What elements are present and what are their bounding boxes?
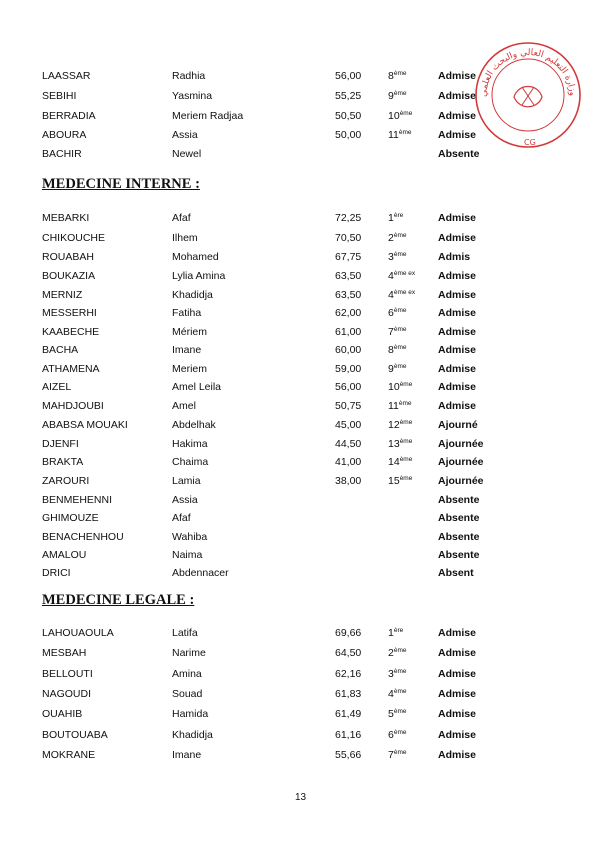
decision: Admise — [438, 110, 476, 122]
grade: 62,16 — [335, 668, 362, 680]
rank-number: 8 — [388, 70, 394, 82]
first-name: Fatiha — [172, 307, 202, 319]
decision: Admise — [438, 70, 476, 82]
rank-suffix: ème ex — [393, 289, 416, 296]
stamp-code: CG — [524, 138, 536, 147]
section-title: MEDECINE LEGALE : — [42, 592, 195, 608]
rank — [388, 90, 407, 102]
grade: 56,00 — [335, 381, 362, 393]
rank-suffix: ème ex — [393, 270, 416, 277]
page-number: 13 — [294, 792, 307, 803]
rank-number: 3 — [388, 251, 394, 263]
rank — [388, 729, 407, 741]
rank — [388, 70, 407, 82]
decision: Absente — [438, 531, 480, 543]
rank-number: 9 — [388, 363, 394, 375]
last-name: DRICI — [42, 567, 71, 579]
first-name: Wahiba — [172, 531, 208, 543]
first-name: Afaf — [172, 212, 191, 224]
first-name: Chaima — [172, 456, 209, 468]
last-name: MOKRANE — [42, 749, 96, 761]
last-name: BACHIR — [42, 148, 82, 160]
result-row — [0, 289, 601, 307]
decision: Ajournée — [438, 475, 484, 487]
decision: Admise — [438, 363, 476, 375]
result-row — [0, 400, 601, 418]
rank — [388, 475, 412, 487]
rank-number: 8 — [388, 344, 394, 356]
decision: Ajournée — [438, 456, 484, 468]
grade: 55,25 — [335, 90, 362, 102]
first-name: Lylia Amina — [172, 270, 226, 282]
rank — [388, 110, 412, 122]
decision: Admise — [438, 688, 476, 700]
decision: Admise — [438, 708, 476, 720]
decision: Ajourné — [438, 419, 478, 431]
first-name: Latifa — [172, 627, 198, 639]
rank — [388, 232, 407, 244]
last-name: ATHAMENA — [42, 363, 100, 375]
result-row — [0, 419, 601, 437]
result-row — [0, 668, 601, 686]
grade: 61,83 — [335, 688, 362, 700]
rank-suffix: ème — [399, 475, 413, 482]
last-name: BOUKAZIA — [42, 270, 96, 282]
rank-suffix: ème — [399, 456, 413, 463]
decision: Absente — [438, 148, 480, 160]
grade: 64,50 — [335, 647, 362, 659]
rank-suffix: ème — [393, 729, 407, 736]
last-name: OUAHIB — [42, 708, 83, 720]
result-row — [0, 647, 601, 665]
rank-number: 12 — [388, 419, 400, 431]
decision: Admise — [438, 212, 476, 224]
grade: 55,66 — [335, 749, 362, 761]
rank-suffix: ème — [393, 70, 407, 77]
last-name: LAHOUAOULA — [42, 627, 114, 639]
rank-suffix: ème — [393, 307, 407, 314]
result-row — [0, 627, 601, 645]
official-stamp — [472, 35, 584, 153]
rank-suffix: ème — [393, 647, 407, 654]
first-name: Hakima — [172, 438, 208, 450]
rank-suffix: ème — [398, 129, 412, 136]
grade: 56,00 — [335, 70, 362, 82]
first-name: Assia — [172, 494, 198, 506]
rank-suffix: ème — [393, 344, 407, 351]
rank-suffix: ème — [393, 90, 407, 97]
decision: Admise — [438, 729, 476, 741]
rank — [388, 688, 407, 700]
rank-suffix: ème — [393, 668, 407, 675]
decision: Admise — [438, 647, 476, 659]
rank-number: 4 — [388, 289, 394, 301]
section-title: MEDECINE INTERNE : — [42, 176, 200, 192]
first-name: Souad — [172, 688, 203, 700]
first-name: Ilhem — [172, 232, 198, 244]
rank-suffix: ème — [398, 400, 412, 407]
rank — [388, 668, 407, 680]
result-row — [0, 307, 601, 325]
grade: 38,00 — [335, 475, 362, 487]
first-name: Meriem — [172, 363, 208, 375]
rank — [388, 363, 407, 375]
first-name: Lamia — [172, 475, 201, 487]
rank — [388, 307, 407, 319]
decision: Absent — [438, 567, 474, 579]
rank-number: 3 — [388, 668, 394, 680]
rank — [388, 438, 412, 450]
rank — [388, 212, 403, 224]
last-name: LAASSAR — [42, 70, 91, 82]
result-row — [0, 344, 601, 362]
decision: Admise — [438, 326, 476, 338]
result-row — [0, 212, 601, 230]
first-name: Yasmina — [172, 90, 213, 102]
decision: Ajournée — [438, 438, 484, 450]
rank — [388, 129, 412, 141]
grade: 62,00 — [335, 307, 362, 319]
first-name: Afaf — [172, 512, 191, 524]
rank — [388, 400, 412, 412]
decision: Admise — [438, 129, 476, 141]
last-name: BENMEHENNI — [42, 494, 113, 506]
first-name: Imane — [172, 344, 202, 356]
last-name: BELLOUTI — [42, 668, 93, 680]
decision: Admise — [438, 381, 476, 393]
result-row — [0, 531, 601, 549]
first-name: Naima — [172, 549, 203, 561]
stamp-arabic-text: وزارة التعليم العالي والبحث العلمي — [478, 47, 578, 98]
rank-suffix: ème — [393, 708, 407, 715]
rank-suffix: ère — [393, 212, 404, 219]
result-row — [0, 438, 601, 456]
first-name: Narime — [172, 647, 206, 659]
first-name: Abdelhak — [172, 419, 216, 431]
grade: 63,50 — [335, 289, 362, 301]
rank-number: 4 — [388, 688, 394, 700]
decision: Admis — [438, 251, 471, 263]
last-name: KAABECHE — [42, 326, 100, 338]
last-name: MAHDJOUBI — [42, 400, 104, 412]
rank-number: 14 — [388, 456, 400, 468]
rank-suffix: ème — [399, 381, 413, 388]
grade: 61,00 — [335, 326, 362, 338]
last-name: BERRADIA — [42, 110, 96, 122]
rank-number: 7 — [388, 326, 394, 338]
grade: 41,00 — [335, 456, 362, 468]
result-row — [0, 381, 601, 399]
last-name: GHIMOUZE — [42, 512, 99, 524]
result-row — [0, 708, 601, 726]
last-name: DJENFI — [42, 438, 79, 450]
rank-suffix: ème — [399, 419, 413, 426]
grade: 61,16 — [335, 729, 362, 741]
grade: 60,00 — [335, 344, 362, 356]
first-name: Mériem — [172, 326, 208, 338]
first-name: Amel Leila — [172, 381, 222, 393]
rank — [388, 251, 407, 263]
last-name: MESBAH — [42, 647, 87, 659]
decision: Admise — [438, 289, 476, 301]
last-name: MEBARKI — [42, 212, 90, 224]
grade: 50,00 — [335, 129, 362, 141]
rank-number: 1 — [388, 627, 394, 639]
last-name: MESSERHI — [42, 307, 97, 319]
last-name: BOUTOUABA — [42, 729, 108, 741]
result-row — [0, 494, 601, 512]
grade: 59,00 — [335, 363, 362, 375]
grade: 61,49 — [335, 708, 362, 720]
first-name: Abdennacer — [172, 567, 229, 579]
last-name: SEBIHI — [42, 90, 77, 102]
result-row — [0, 270, 601, 288]
decision: Admise — [438, 344, 476, 356]
rank — [388, 344, 407, 356]
first-name: Meriem Radjaa — [172, 110, 244, 122]
first-name: Amel — [172, 400, 196, 412]
result-row — [0, 749, 601, 767]
rank — [388, 270, 415, 282]
rank — [388, 708, 407, 720]
rank-suffix: ème — [393, 363, 407, 370]
rank-number: 6 — [388, 729, 394, 741]
rank-suffix: ème — [393, 326, 407, 333]
rank — [388, 289, 415, 301]
decision: Admise — [438, 307, 476, 319]
last-name: BENACHENHOU — [42, 531, 124, 543]
grade: 44,50 — [335, 438, 362, 450]
grade: 50,50 — [335, 110, 362, 122]
decision: Admise — [438, 668, 476, 680]
first-name: Radhia — [172, 70, 206, 82]
decision: Admise — [438, 749, 476, 761]
rank-number: 10 — [388, 110, 400, 122]
rank — [388, 381, 412, 393]
rank-number: 5 — [388, 708, 394, 720]
result-row — [0, 512, 601, 530]
rank-suffix: ème — [393, 232, 407, 239]
result-row — [0, 456, 601, 474]
grade: 70,50 — [335, 232, 362, 244]
last-name: NAGOUDI — [42, 688, 92, 700]
rank-number: 11 — [388, 400, 399, 412]
grade: 45,00 — [335, 419, 362, 431]
rank — [388, 647, 407, 659]
last-name: ABOURA — [42, 129, 87, 141]
rank — [388, 326, 407, 338]
result-row — [0, 688, 601, 706]
rank-number: 4 — [388, 270, 394, 282]
rank-number: 13 — [388, 438, 400, 450]
result-row — [0, 232, 601, 250]
first-name: Khadidja — [172, 289, 213, 301]
rank-number: 6 — [388, 307, 394, 319]
last-name: BACHA — [42, 344, 79, 356]
first-name: Hamida — [172, 708, 209, 720]
result-row — [0, 729, 601, 747]
rank — [388, 749, 407, 761]
result-row — [0, 251, 601, 269]
rank-number: 2 — [388, 232, 394, 244]
result-row — [0, 363, 601, 381]
last-name: AMALOU — [42, 549, 87, 561]
result-row — [0, 567, 601, 585]
rank — [388, 419, 412, 431]
decision: Absente — [438, 494, 480, 506]
last-name: AIZEL — [42, 381, 72, 393]
grade: 50,75 — [335, 400, 362, 412]
first-name: Assia — [172, 129, 198, 141]
first-name: Khadidja — [172, 729, 213, 741]
decision: Admise — [438, 90, 476, 102]
rank-number: 9 — [388, 90, 394, 102]
result-row — [0, 326, 601, 344]
rank-suffix: ème — [399, 438, 413, 445]
last-name: ABABSA MOUAKI — [42, 419, 128, 431]
decision: Admise — [438, 232, 476, 244]
last-name: MERNIZ — [42, 289, 83, 301]
grade: 63,50 — [335, 270, 362, 282]
rank-number: 11 — [388, 129, 399, 141]
rank-number: 7 — [388, 749, 394, 761]
first-name: Imane — [172, 749, 202, 761]
rank-number: 15 — [388, 475, 400, 487]
rank — [388, 456, 412, 468]
rank-suffix: ème — [393, 688, 407, 695]
decision: Admise — [438, 400, 476, 412]
decision: Admise — [438, 627, 476, 639]
decision: Admise — [438, 270, 476, 282]
decision: Absente — [438, 549, 480, 561]
rank-number: 1 — [388, 212, 394, 224]
last-name: BRAKTA — [42, 456, 84, 468]
result-row — [0, 475, 601, 493]
rank-number: 2 — [388, 647, 394, 659]
last-name: ZAROURI — [42, 475, 90, 487]
rank-suffix: ème — [393, 251, 407, 258]
grade: 69,66 — [335, 627, 362, 639]
first-name: Amina — [172, 668, 202, 680]
grade: 67,75 — [335, 251, 362, 263]
grade: 72,25 — [335, 212, 362, 224]
result-row — [0, 549, 601, 567]
first-name: Newel — [172, 148, 202, 160]
last-name: ROUABAH — [42, 251, 94, 263]
last-name: CHIKOUCHE — [42, 232, 106, 244]
rank-suffix: ème — [393, 749, 407, 756]
rank — [388, 627, 403, 639]
rank-number: 10 — [388, 381, 400, 393]
decision: Absente — [438, 512, 480, 524]
first-name: Mohamed — [172, 251, 219, 263]
rank-suffix: ère — [393, 627, 404, 634]
rank-suffix: ème — [399, 110, 413, 117]
